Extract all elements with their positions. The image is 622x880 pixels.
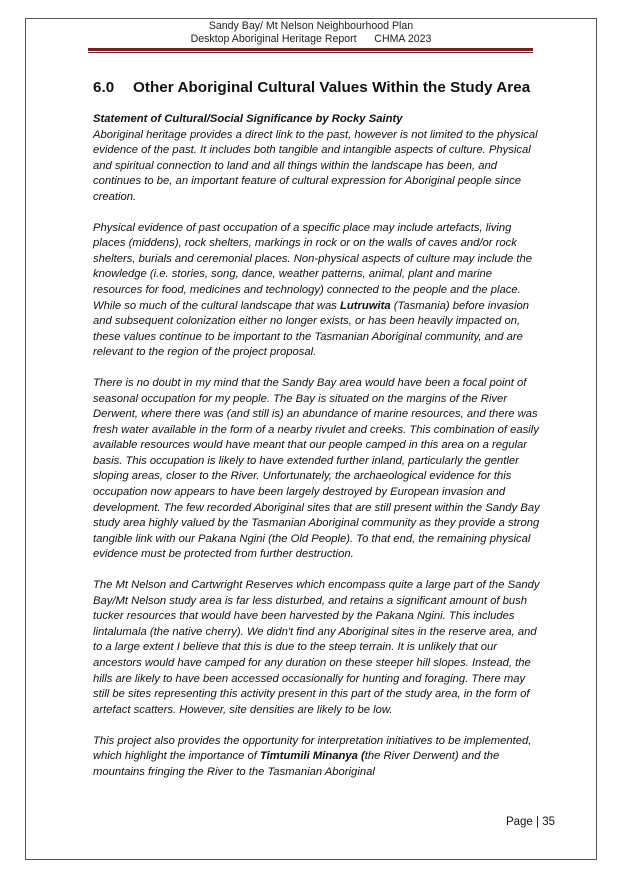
page-number: Page | 35 bbox=[505, 816, 555, 828]
header-divider-thin bbox=[88, 52, 533, 53]
page-header bbox=[0, 20, 622, 45]
paragraph-5 bbox=[93, 734, 541, 781]
paragraph-2-text-a: Physical evidence of past occupation of a specific place may include artefacts, living places (middens), rock shelters, markings in rock or on the walls of caves and/or rock shelters, burials and ceremonial places. Non-physical aspects of culture may include the knowledge (i.e. stories, song, dance, weather patterns, animal, plant and marine resources for food, medicines and technology) connected to the people and the place. While so much of the cultural landscape that was bbox=[93, 221, 532, 312]
header-title: Sandy Bay/ Mt Nelson Neighbourhood Plan bbox=[208, 20, 414, 32]
paragraph-5-bold: Timtumili Minanya ( bbox=[259, 750, 365, 763]
paragraph-2 bbox=[93, 221, 541, 361]
header-report: Desktop Aboriginal Heritage Report bbox=[190, 32, 357, 45]
paragraph-2-text-b: (Tasmania) before invasion and subsequent colonization either no longer exists, or has been heavily impacted on, these values continue to be important to the Tasmanian Aboriginal community, and are relevant to the region of the project proposal. bbox=[93, 299, 530, 359]
header-subline bbox=[0, 33, 622, 46]
section-number: 6.0 bbox=[93, 79, 115, 96]
paragraph-4: The Mt Nelson and Cartwright Reserves which encompass quite a large part of the Sandy Bay/Mt Nelson study area is far less disturbed, and retains a significant amount of bush tucker resources that would have been harvested by the Pakana Ngini. This includes lintalumala (the native cherry). We didn't find any Aboriginal sites in the reserve area, and to a large extent I believe that this is due to the steep terrain. It is unlikely that our ancestors would have camped for any duration on these steeper hill slopes. Instead, the hills are likely to have been accessed occasionally for hunting and foraging. There may still be sites representing this activity present in this part of the study area, in the form of artefact scatters. However, site densities are likely to be low. bbox=[93, 579, 540, 716]
body-text bbox=[93, 112, 541, 796]
paragraph-5-text-b: the River Derwent) and the mountains fringing the River to the Tasmanian Aboriginal bbox=[93, 750, 500, 778]
paragraph-3: There is no doubt in my mind that the Sandy Bay area would have been a focal point of seasonal occupation for my people. The Bay is situated on the margins of the River Derwent, where there was (and still is) an abundance of marine resources, and there was fresh water available in the form of a nearby rivulet and creeks. This combination of easily available resources would have meant that our people camped in this area on a regular basis. This occupation is likely to have extended further inland, particularly the gentler sloping areas, closer to the River. Unfortunately, the archaeological evidence for this occupation now appears to have been largely destroyed by European invasion and development. The few recorded Aboriginal sites that are still present within the Sandy Bay study area highly valued by the Tasmanian Aboriginal community as they provide a strong tangible link with our Pakana Ngini (the Old People). To that end, the remaining physical evidence must be protected from further destruction. bbox=[93, 377, 540, 561]
paragraph-2-bold: Lutruwita bbox=[340, 299, 391, 312]
header-org: CHMA 2023 bbox=[374, 32, 432, 45]
section-heading bbox=[93, 79, 530, 96]
paragraph-1: Aboriginal heritage provides a direct link to the past, however is not limited to the physical evidence of the past. It includes both tangible and intangible aspects of culture. Physical and spiritual connection to land and all things within the landscape has been, and continues to be, an important feature of cultural expression for Aboriginal people since creation. bbox=[93, 128, 538, 203]
section-title: Other Aboriginal Cultural Values Within the Study Area bbox=[133, 79, 531, 96]
header-divider bbox=[88, 48, 533, 51]
statement-heading: Statement of Cultural/Social Significance by Rocky Sainty bbox=[93, 113, 403, 125]
paragraph-5-text-a: This project also provides the opportunity for interpretation initiatives to be implemented, which highlight the importance of bbox=[93, 734, 532, 763]
